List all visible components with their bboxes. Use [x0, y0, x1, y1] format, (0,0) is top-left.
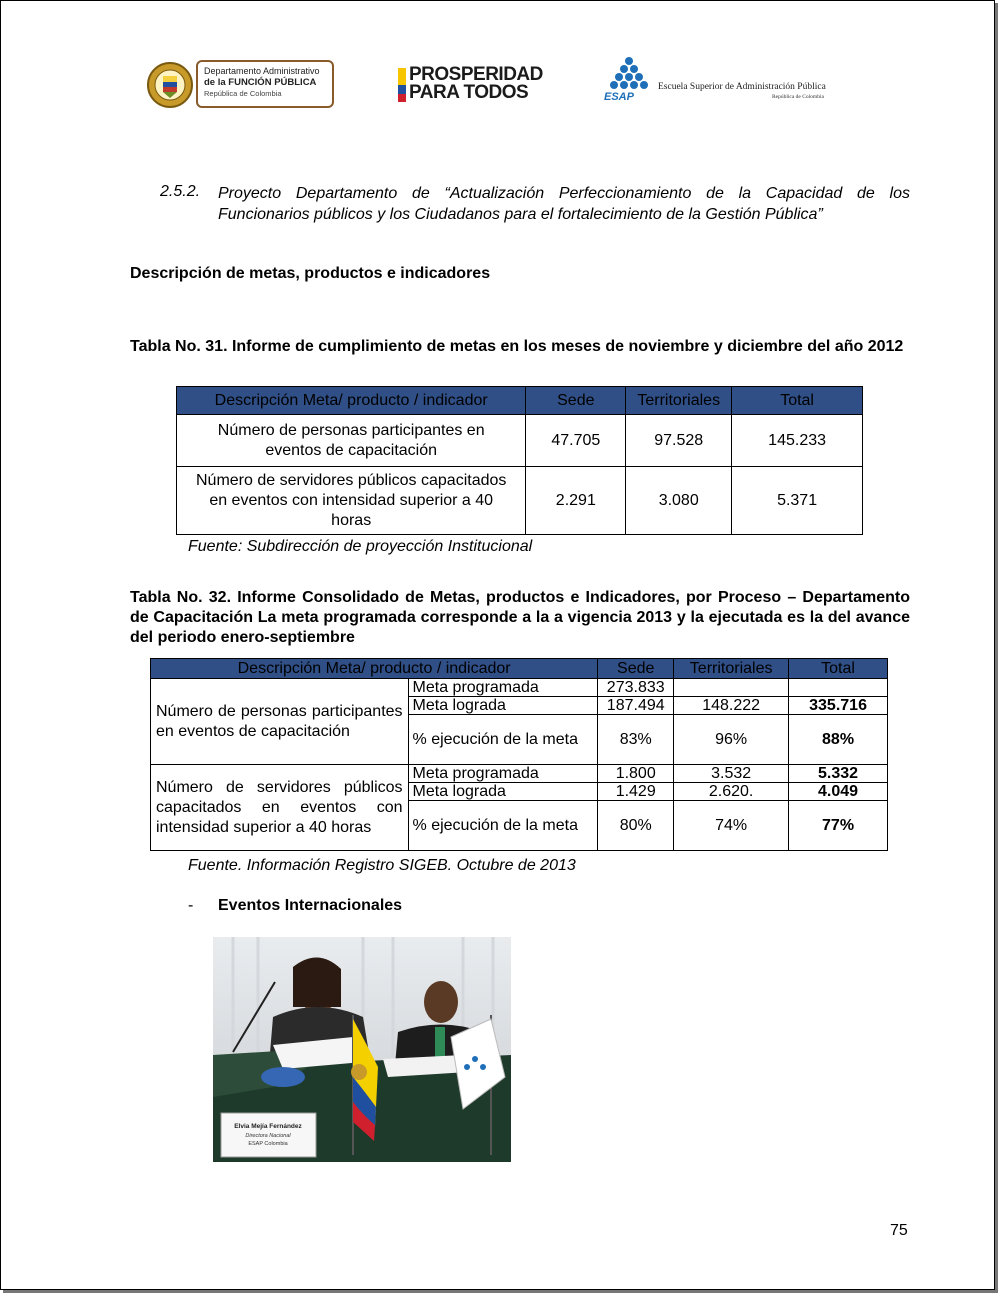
table32-header-row [151, 659, 888, 679]
nameplate-name: Elvia Mejía Fernández [234, 1123, 302, 1130]
bullet-eventos-internacionales: Eventos Internacionales [218, 897, 403, 914]
table32-cell-total: 4.049 [789, 783, 888, 801]
table31-cell-territoriales: 3.080 [626, 467, 732, 535]
table31-cell-total: 5.371 [732, 467, 863, 535]
esap-pyramid-icon [602, 56, 656, 102]
page-number: 75 [890, 1222, 908, 1239]
dafp-text-box [196, 60, 334, 108]
table32-cell-sede: 187.494 [598, 697, 674, 715]
signing-photo [213, 937, 511, 1162]
colombia-flag-bar-icon [398, 68, 406, 102]
nameplate-org: ESAP Colombia [248, 1141, 288, 1147]
bullet-dash: - [188, 897, 194, 914]
table31-source: Fuente: Subdirección de proyección Institucional [188, 538, 533, 555]
section-title: Proyecto Departamento de “Actualización Perfeccionamiento de la Capacidad de los Funcionarios públicos y los Ciudadanos para el fortalecimiento de la Gestión Pública” [218, 185, 910, 223]
dafp-line2: de la FUNCIÓN PÚBLICA [204, 77, 317, 88]
esap-name: Escuela Superior de Administración Pública [658, 82, 826, 92]
table31-cell-desc: Número de personas participantes en eventos de capacitación [177, 415, 526, 467]
table31-cell-territoriales: 97.528 [626, 415, 732, 467]
table32-cell-sede: 1.800 [598, 765, 674, 783]
table32-cell-territoriales: 3.532 [674, 765, 789, 783]
section-number: 2.5.2. [160, 183, 201, 200]
table32-cell-total: 335.716 [789, 697, 888, 715]
table32-caption: Tabla No. 32. Informe Consolidado de Metas, productos e Indicadores, por Proceso – Departamento de Capacitación La meta programada corresponde a la a vigencia 2013 y la ejecutada es la del avance del periodo enero-septiembre [130, 589, 910, 646]
table32-header-sede: Sede [598, 659, 674, 679]
table31-cell-total: 145.233 [732, 415, 863, 467]
table32-cell-territoriales: 148.222 [674, 697, 789, 715]
table32-header-total: Total [789, 659, 888, 679]
table32-cell-territoriales [674, 679, 789, 697]
table32-row-label: % ejecución de la meta [408, 715, 598, 765]
table-row [151, 679, 888, 697]
table32-header-territoriales: Territoriales [674, 659, 789, 679]
table31-caption: Tabla No. 31. Informe de cumplimiento de metas en los meses de noviembre y diciembre del año 2012 [130, 338, 904, 355]
table32 [150, 658, 888, 851]
table32-cell-sede: 80% [598, 801, 674, 851]
prosperidad-line2: PARA TODOS [409, 82, 529, 103]
esap-acronym: ESAP [604, 91, 634, 102]
table31-header-total: Total [732, 387, 863, 415]
subheading: Descripción de metas, productos e indicadores [130, 265, 491, 282]
table32-row-label: Meta programada [408, 765, 598, 783]
nameplate-role: Directora Nacional [245, 1133, 291, 1139]
signing-ceremony-image [213, 937, 511, 1162]
table-row [177, 415, 863, 467]
dafp-line1: Departamento Administrativo [204, 66, 320, 76]
table31-cell-desc: Número de servidores públicos capacitados en eventos con intensidad superior a 40 horas [177, 467, 526, 535]
dafp-logo [146, 60, 336, 110]
table31-header-sede: Sede [526, 387, 626, 415]
table-row [151, 765, 888, 783]
table31-cell-sede: 2.291 [526, 467, 626, 535]
table32-cell-total: 88% [789, 715, 888, 765]
table32-row-label: % ejecución de la meta [408, 801, 598, 851]
table32-cell-sede: 83% [598, 715, 674, 765]
table31-header-territoriales: Territoriales [626, 387, 732, 415]
table32-cell-territoriales: 2.620. [674, 783, 789, 801]
esap-logo [602, 56, 842, 106]
prosperidad-line1: PROSPERIDAD [409, 64, 543, 85]
table32-cell-total: 77% [789, 801, 888, 851]
table31-header-row [177, 387, 863, 415]
table32-cell-sede: 1.429 [598, 783, 674, 801]
table32-cell-total: 5.332 [789, 765, 888, 783]
table31-header-desc: Descripción Meta/ producto / indicador [177, 387, 526, 415]
table31-cell-sede: 47.705 [526, 415, 626, 467]
table32-cell-sede: 273.833 [598, 679, 674, 697]
table32-group-desc: Número de servidores públicos capacitados en eventos con intensidad superior a 40 horas [151, 765, 409, 851]
table32-group-desc: Número de personas participantes en eventos de capacitación [151, 679, 409, 765]
table32-cell-territoriales: 96% [674, 715, 789, 765]
table32-cell-territoriales: 74% [674, 801, 789, 851]
table31 [176, 386, 863, 535]
prosperidad-logo [398, 66, 550, 106]
table32-cell-total [789, 679, 888, 697]
esap-country: República de Colombia [772, 94, 824, 100]
table-row [177, 467, 863, 535]
table32-source: Fuente. Información Registro SIGEB. Octubre de 2013 [188, 857, 576, 874]
table32-row-label: Meta programada [408, 679, 598, 697]
table32-row-label: Meta lograda [408, 697, 598, 715]
table32-row-label: Meta lograda [408, 783, 598, 801]
dafp-line3: República de Colombia [204, 89, 282, 98]
colombia-seal-icon [146, 60, 194, 110]
table32-header-desc: Descripción Meta/ producto / indicador [151, 659, 598, 679]
